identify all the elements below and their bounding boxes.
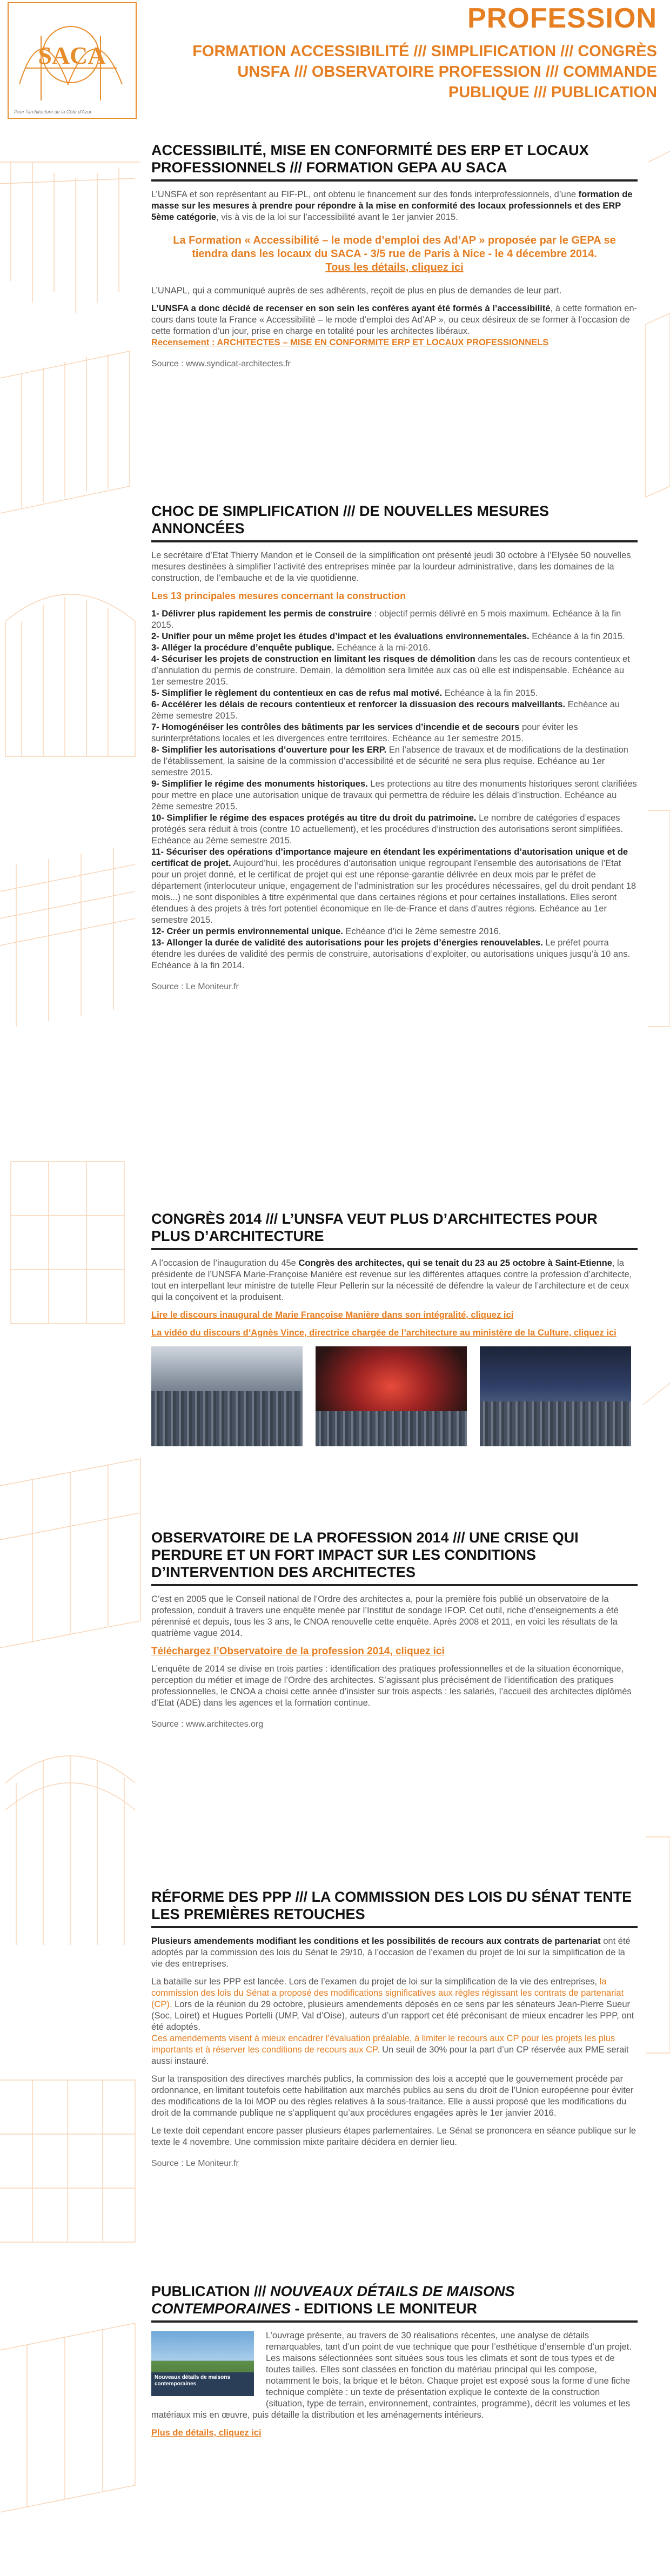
article-source: Source : www.syndicat-architectes.fr bbox=[151, 359, 291, 368]
census-link[interactable]: Recensement : ARCHITECTES – MISE EN CONFORMITE ERP ET LOCAUX PROFESSIONNELS bbox=[151, 338, 549, 347]
article-subheading: Les 13 principales mesures concernant la construction bbox=[151, 591, 406, 601]
training-highlight: La Formation « Accessibilité – le mode d’emploi des Ad’AP » proposée par le GEPA se tiendra dans les locaux du SACA - 3/5 rue de Paris à Nice - le 4 décembre 2014. Tous les détails, cliquez ici bbox=[173, 234, 616, 273]
article-paragraph: L’UNSFA et son représentant au FIF-PL, ont obtenu le financement sur des fonds interprofessionnels, d’une formation de masse sur les mesures à prendre pour répondre à la mise en conformité des locaux professionnels et des ERP 5ème catégorie, vis à vis de la loi sur l’accessibilité avant le 1er janvier 2015. bbox=[151, 190, 633, 222]
list-item: 2- Unifier pour un même projet les études d’impact et les évaluations environnementales. Echéance à la fin 2015. bbox=[151, 632, 625, 641]
list-item: 6- Accélérer les délais de recours contentieux et renforcer la dissuasion des recours malveillants. Echéance au 2ème semestre 2015. bbox=[151, 700, 620, 721]
training-details-link[interactable]: Tous les détails, cliquez ici bbox=[325, 261, 464, 273]
article-source: Source : Le Moniteur.fr bbox=[151, 2159, 239, 2168]
list-item: 3- Alléger la procédure d’enquête publique. Echéance à la mi-2016. bbox=[151, 643, 431, 653]
measures-list bbox=[151, 608, 638, 971]
saca-logo bbox=[8, 2, 137, 119]
video-link[interactable]: La vidéo du discours d’Agnès Vince, directrice chargée de l’architecture au ministère de la Culture, cliquez ici bbox=[151, 1328, 617, 1338]
list-item: 4- Sécuriser les projets de construction en limitant les risques de démolition dans les cas de recours contentieux et d’annulation du permis de construire. Demain, la démolition sera limitée aux cas où elle est indispensable. Echéance au 1er semestre 2015. bbox=[151, 654, 630, 687]
article-paragraph: Le secrétaire d’Etat Thierry Mandon et le Conseil de la simplification ont présenté jeudi 30 octobre à l’Elysée 50 nouvelles mesures destinées à simplifier l’activité des entreprises minée par la lourdeur administrative, dans les domaines de la construction, de l’embauche et de la vie quotidienne. bbox=[151, 551, 631, 583]
list-item: 5- Simplifier le règlement du contentieux en cas de refus mal motivé. Echéance à la fin 2015. bbox=[151, 688, 538, 698]
article-paragraph: Le texte doit cependant encore passer plusieurs étapes parlementaires. Le Sénat se prononcera en séance publique sur le texte le 4 novembre. Une commission mixte paritaire décidera en dernier lieu. bbox=[151, 2126, 636, 2147]
list-item: 12- Créer un permis environnemental unique. Echéance d’ici le 2ème semestre 2016. bbox=[151, 927, 501, 936]
logo-tagline: Pour l'architecture de la Côte d'Azur bbox=[14, 109, 92, 115]
article-paragraph: L’enquête de 2014 se divise en trois parties : identification des pratiques professionnelles et de la situation économique, perception du métier et image de l’Ordre des architectes. S’agissant plus précisément de l’identification des pratiques professionnelles, le CNOA a choisi cette année d’insister sur trois aspects : les salariés, l’accueil des architectes diplômés d’Etat (ADE) dans les agences et la formation continue. bbox=[151, 1664, 632, 1708]
article-paragraph: C’est en 2005 que le Conseil national de l’Ordre des architectes a, pour la première fois publié un observatoire de la profession, conduit à travers une enquête menée par l’Institut de sondage IFOP. Cet outil, riche d’enseignements a été pérennisé et depuis, tous les 3 ans, le CNOA renouvelle cette enquête. Après 2008 et 2011, en voici les résultats de la quatrième vague 2014. bbox=[151, 1594, 619, 1638]
page-subtitle: FORMATION ACCESSIBILITÉ /// SIMPLIFICATION /// CONGRÈS UNSFA /// OBSERVATOIRE PROFESSION /// COMMANDE PUBLIQUE /// PUBLICATION bbox=[192, 43, 657, 101]
article-congres bbox=[151, 1210, 638, 1446]
article-accessibility bbox=[151, 142, 638, 370]
article-ppp-reform bbox=[151, 1888, 638, 2169]
list-item: 8- Simplifier les autorisations d’ouverture pour les ERP. En l’absence de travaux et de modifications de la destination de l’établissement, la saisine de la commission d’accessibilité et de sécurité ne sera plus requise. Echéance au 1er semestre 2015. bbox=[151, 745, 628, 777]
list-item: 9- Simplifier le régime des monuments historiques. Les protections au titre des monuments historiques seront clarifiées pour mettre en place une autorisation unique de travaux qui permettra de réduire les délais d’instruction. Echéance au 2ème semestre 2015. bbox=[151, 779, 637, 811]
page-title: PROFESSION bbox=[467, 3, 657, 34]
article-paragraph: A l’occasion de l’inauguration du 45e Congrès des architectes, qui se tenait du 23 au 25 octobre à Saint-Etienne, la présidente de l’UNSFA Marie-Françoise Manière est revenue sur les différentes attaques contre la profession d’architecte, tout en interpellant leur ministre de tutelle Fleur Pellerin sur la nécessité de défendre la valeur de l’architecture et de ceux qui la conçoivent et la produisent. bbox=[151, 1258, 632, 1302]
article-source: Source : Le Moniteur.fr bbox=[151, 982, 239, 991]
congress-hall-photo bbox=[480, 1346, 631, 1446]
svg-text:SACA: SACA bbox=[38, 42, 106, 69]
photo-strip bbox=[151, 1346, 638, 1446]
observatoire-download-link[interactable]: Téléchargez l’Observatoire de la profession 2014, cliquez ici bbox=[151, 1646, 445, 1657]
list-item: 7- Homogénéiser les contrôles des bâtiments par les services d’incendie et de secours pour éviter les surinterprétations locales et les divergences entre territoires. Echéance au 1er semestre 2015. bbox=[151, 722, 578, 743]
article-title: CONGRÈS 2014 /// L’UNSFA VEUT PLUS D’ARCHITECTES POUR PLUS D’ARCHITECTURE bbox=[151, 1210, 638, 1250]
article-title: PUBLICATION /// NOUVEAUX DÉTAILS DE MAISONS CONTEMPORAINES - EDITIONS LE MONITEUR bbox=[151, 2283, 638, 2323]
article-title: OBSERVATOIRE DE LA PROFESSION 2014 /// UNE CRISE QUI PERDURE ET UN FORT IMPACT SUR LES CONDITIONS D’INTERVENTION DES ARCHITECTES bbox=[151, 1529, 638, 1586]
list-item: 1- Délivrer plus rapidement les permis de construire : objectif permis délivré en 5 mois maximum. Echéance à la fin 2015. bbox=[151, 609, 621, 630]
publication-details-link[interactable]: Plus de détails, cliquez ici bbox=[151, 2428, 262, 2438]
article-paragraph: L’UNSFA a donc décidé de recenser en son sein les confères ayant été formés à l’accessibilité, à cette formation en-cours dans toute la France « Accessibilité – le mode d’emploi des Ad’AP », ou ceux désireux de se former à l’occasion de cette formation d’un jour, prise en charge en totalité pour les architectes libéraux. Recensement : ARCHITECTES – MISE EN CONFORMITE ERP ET LOCAUX PROFESSIONNELS bbox=[151, 304, 638, 347]
article-source: Source : www.architectes.org bbox=[151, 1720, 264, 1729]
article-paragraph: L’ouvrage présente, au travers de 30 réalisations récentes, une analyse de détails remarquables, tant d’un point de vue technique que pour l’esthétique d’ensemble d’un projet. Les maisons sélectionnées sont situées sous tous les climats et sont de tous types et de toutes tailles. Elles sont classées en fonction du matériau principal qui les compose, notamment le bois, la brique et le béton. Chaque projet est exposé sous la forme d’une fiche technique complète : un texte de présentation explique le contexte de la construction (situation, type de terrain, environnement, contraintes, programme), décrit les volumes et les matériaux mis en œuvre, puis détaille la distribution et les aménagements intérieurs. bbox=[151, 2331, 632, 2420]
article-paragraph: Plusieurs amendements modifiant les conditions et les possibilités de recours aux contrats de partenariat ont été adoptés par la commission des lois du Sénat le 29/10, à l’occasion de l’examen du projet de loi sur la simplification de la vie des entreprises. bbox=[151, 1936, 631, 1969]
article-title: RÉFORME DES PPP /// LA COMMISSION DES LOIS DU SÉNAT TENTE LES PREMIÈRES RETOUCHES bbox=[151, 1888, 638, 1928]
article-observatoire bbox=[151, 1529, 638, 1730]
article-simplification bbox=[151, 502, 638, 992]
congress-stage-photo bbox=[316, 1346, 467, 1446]
congress-audience-photo bbox=[151, 1346, 303, 1446]
book-cover-image bbox=[151, 2331, 254, 2396]
article-publication bbox=[151, 2283, 638, 2445]
article-title: ACCESSIBILITÉ, MISE EN CONFORMITÉ DES ERP ET LOCAUX PROFESSIONNELS /// FORMATION GEPA AU SACA bbox=[151, 142, 638, 182]
article-paragraph: Sur la transposition des directives marchés publics, la commission des lois a accepté que le gouvernement procède par ordonnance, en limitant toutefois cette habilitation aux marchés publics au sens du droit de l’Union européenne pour éviter des modifications de la loi MOP ou des règles relatives à la sous-traitance. Elle a aussi proposé que les modifications du droit de la commande publique ne s’appliquent qu’aux procédures engagées après le 1er janvier 2016. bbox=[151, 2074, 634, 2118]
list-item: 11- Sécuriser des opérations d’importance majeure en étendant les expérimentations d’autorisation unique et de certificat de projet. Aujourd’hui, les procédures d’autorisation unique regroupant l’ensemble des autorisations de l’Etat pour un projet donné, et le certificat de projet qui est une réponse-garantie délivrée en deux mois par le préfet de département (interlocuteur unique, engagement de l’administration sur les procédures nécessaires, gel du droit pendant 18 mois...) ne sont disponibles à titre expérimental que dans certaines régions et pour certaines installations. Elles seront étendues à des projets à très fort potentiel économique en Ile-de-France et dans d’autres régions. Echéance au 1er semestre 2015. bbox=[151, 847, 636, 925]
list-item: 10- Simplifier le régime des espaces protégés au titre du droit du patrimoine. Le nombre de catégories d’espaces protégés sera réduit à trois (contre 10 actuellement), et les procédures d’instruction des autorisations seront simplifiées. Echéance au 2ème semestre 2015. bbox=[151, 813, 624, 846]
book-cover-title: Nouveaux détails de maisons contemporaines bbox=[151, 2372, 254, 2396]
article-paragraph: L’UNAPL, qui a communiqué auprès de ses adhérents, reçoit de plus en plus de demandes de leur part. bbox=[151, 286, 562, 296]
article-title: CHOC DE SIMPLIFICATION /// DE NOUVELLES MESURES ANNONCÉES bbox=[151, 502, 638, 542]
list-item: 13- Allonger la durée de validité des autorisations pour les projets d’énergies renouvelables. Le préfet pourra étendre les durées de validité des permis de construire, autorisations d’exploiter, ou autorisations uniques jusqu’à 10 ans. Echéance à la fin 2014. bbox=[151, 938, 631, 970]
article-paragraph: La bataille sur les PPP est lancée. Lors de l’examen du projet de loi sur la simplification de la vie des entreprises, la commission des lois du Sénat a proposé des modifications significatives aux règles régissant les contrats de partenariat (CP). Lors de la réunion du 29 octobre, plusieurs amendements déposés en ce sens par les sénateurs Jean-Pierre Sueur (Soc, Loiret) et Hugues Portelli (UMP, Val d’Oise), auteurs d’un rapport cet été préconisant de mieux encadrer les PPP, ont été adoptés. Ces amendements visent à mieux encadrer l’évaluation préalable, à limiter le recours aux CP pour les projets les plus importants et à réserver les conditions de recours aux CP. Un seuil de 30% pour la part d’un CP réservée aux PME serait aussi instauré. bbox=[151, 1977, 634, 2066]
speech-link[interactable]: Lire le discours inaugural de Marie Françoise Manière dans son intégralité, cliquez ici bbox=[151, 1310, 514, 1320]
